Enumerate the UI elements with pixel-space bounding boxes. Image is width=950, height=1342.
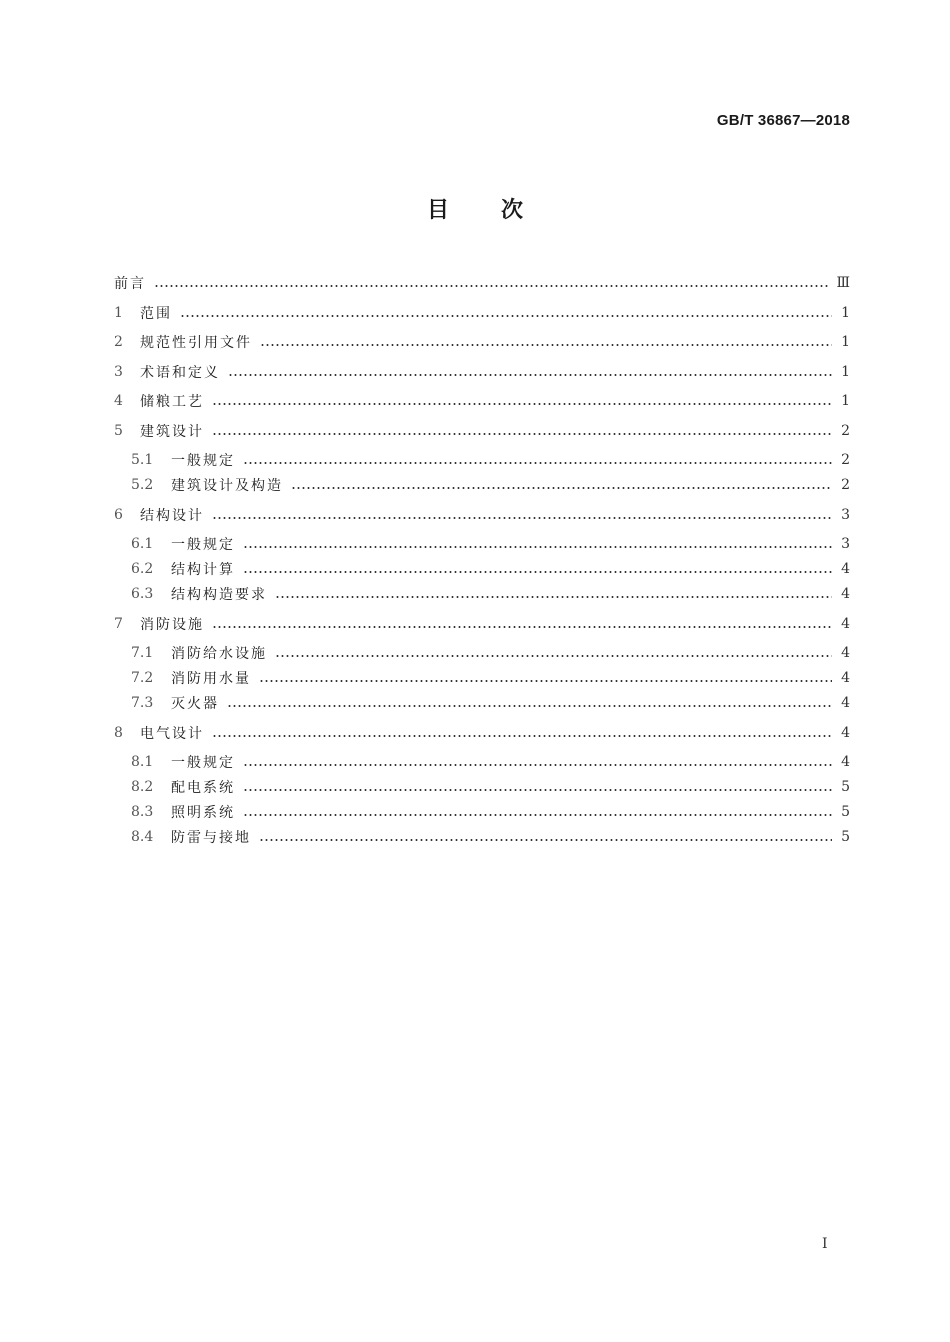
- toc-entry[interactable]: [114, 692, 850, 714]
- toc-entry[interactable]: [114, 533, 850, 555]
- footer-page-number: I: [822, 1236, 828, 1252]
- toc-entry[interactable]: [114, 272, 850, 294]
- toc-entry-label: 消防设施: [140, 616, 204, 633]
- standard-code: GB/T 36867—2018: [716, 112, 850, 129]
- toc-entry-page: 4: [841, 586, 850, 602]
- toc-entry-label: 结构设计: [140, 507, 204, 524]
- toc-entry-number: 7.3: [131, 695, 154, 711]
- toc-entry-number: 4: [114, 393, 123, 409]
- toc-entry[interactable]: [114, 420, 850, 442]
- toc-leader-dots: [260, 344, 832, 346]
- toc-entry-number: 8: [114, 724, 123, 741]
- toc-entry-label: 电气设计: [140, 725, 204, 742]
- toc-leader-dots: [180, 315, 832, 317]
- toc-entry-label: 一般规定: [171, 453, 235, 469]
- toc-leader-dots: [259, 839, 832, 841]
- toc-entry-number: 5: [114, 422, 123, 439]
- toc-entry-number: 8.1: [131, 754, 154, 770]
- toc-entry[interactable]: [114, 583, 850, 605]
- toc-entry-page: 4: [841, 754, 850, 770]
- toc-entry[interactable]: [114, 826, 850, 848]
- toc-leader-dots: [243, 814, 832, 816]
- toc-entry-page: 4: [841, 670, 850, 686]
- toc-entry-label: 配电系统: [171, 780, 235, 796]
- toc-entry-page: 5: [841, 829, 850, 845]
- toc-leader-dots: [243, 546, 832, 548]
- toc-entry-label: 消防用水量: [171, 671, 251, 687]
- toc-entry-page: 4: [841, 724, 850, 741]
- toc-leader-dots: [154, 285, 828, 287]
- toc-entry-label: 规范性引用文件: [140, 335, 252, 351]
- toc-entry-page: Ⅲ: [836, 275, 850, 291]
- toc-entry-label: 灭火器: [171, 696, 219, 712]
- toc-entry[interactable]: [114, 474, 850, 496]
- toc-entry[interactable]: [114, 667, 850, 689]
- toc-entry[interactable]: [114, 722, 850, 744]
- toc-entry-number: 7: [114, 615, 123, 632]
- toc-entry-number: 8.3: [131, 804, 154, 820]
- toc-leader-dots: [291, 487, 832, 489]
- toc-leader-dots: [228, 374, 832, 376]
- toc-leader-dots: [275, 596, 832, 598]
- toc-entry-label: 一般规定: [171, 537, 235, 553]
- toc-entry-number: 5.1: [131, 452, 154, 468]
- toc-entry[interactable]: [114, 558, 850, 580]
- toc-leader-dots: [212, 626, 832, 628]
- toc-entry-number: 6: [114, 506, 123, 523]
- toc-entry-label: 一般规定: [171, 755, 235, 771]
- toc-leader-dots: [243, 571, 832, 573]
- toc-entry-number: 7.1: [131, 645, 154, 661]
- toc-entry-number: 6.2: [131, 561, 154, 577]
- toc-entry-label: 术语和定义: [140, 364, 220, 381]
- toc-entry-page: 2: [841, 477, 850, 493]
- toc-leader-dots: [212, 403, 832, 405]
- toc-leader-dots: [259, 680, 832, 682]
- toc-entry-page: 1: [841, 393, 850, 409]
- toc-entry[interactable]: [114, 361, 850, 383]
- toc-entry[interactable]: [114, 390, 850, 412]
- toc-leader-dots: [212, 433, 832, 435]
- toc-entry-number: 1: [114, 304, 123, 321]
- toc-entry-label: 储粮工艺: [140, 394, 204, 410]
- toc-entry[interactable]: [114, 504, 850, 526]
- toc-entry-label: 结构计算: [171, 562, 235, 578]
- toc-entry-number: 8.2: [131, 779, 154, 795]
- toc-leader-dots: [212, 517, 832, 519]
- page-title: 目次: [426, 198, 575, 223]
- toc-entry-label: 防雷与接地: [171, 830, 251, 846]
- toc-entry[interactable]: [114, 302, 850, 324]
- toc-entry[interactable]: [114, 449, 850, 471]
- toc-entry-number: 3: [114, 363, 123, 380]
- toc-leader-dots: [243, 462, 832, 464]
- toc-entry-page: 1: [841, 363, 850, 380]
- toc-entry-label: 结构构造要求: [171, 587, 267, 603]
- toc-entry-label: 照明系统: [171, 805, 235, 821]
- toc-entry[interactable]: [114, 331, 850, 353]
- toc-leader-dots: [212, 735, 832, 737]
- toc-entry[interactable]: [114, 642, 850, 664]
- toc-entry-label: 建筑设计及构造: [171, 478, 283, 494]
- toc-entry-number: 5.2: [131, 477, 154, 493]
- toc-entry[interactable]: [114, 751, 850, 773]
- toc-entry[interactable]: [114, 801, 850, 823]
- toc-entry-label: 前言: [114, 276, 146, 292]
- toc-entry-number: 7.2: [131, 670, 154, 686]
- toc-entry-page: 4: [841, 645, 850, 661]
- toc-entry-page: 1: [841, 304, 850, 321]
- toc-entry[interactable]: [114, 776, 850, 798]
- toc-entry-number: 2: [114, 334, 123, 350]
- toc-entry-page: 4: [841, 615, 850, 632]
- toc-leader-dots: [243, 789, 832, 791]
- toc-leader-dots: [243, 764, 832, 766]
- toc-entry-page: 1: [841, 334, 850, 350]
- toc-entry-number: 6.3: [131, 586, 154, 602]
- toc-entry-page: 5: [841, 804, 850, 820]
- toc-leader-dots: [227, 705, 832, 707]
- toc-entry-page: 3: [841, 506, 850, 523]
- toc-leader-dots: [275, 655, 832, 657]
- toc-entry-label: 消防给水设施: [171, 646, 267, 662]
- toc-entry-page: 4: [841, 561, 850, 577]
- toc-entry-page: 5: [841, 779, 850, 795]
- toc-entry-page: 2: [841, 422, 850, 439]
- toc-entry-page: 4: [841, 695, 850, 711]
- toc-entry[interactable]: [114, 613, 850, 635]
- toc-entry-page: 2: [841, 452, 850, 468]
- toc-entry-label: 建筑设计: [140, 423, 204, 440]
- toc-entry-page: 3: [841, 536, 850, 552]
- toc-entry-label: 范围: [140, 305, 172, 322]
- toc-entry-number: 6.1: [131, 536, 154, 552]
- toc-entry-number: 8.4: [131, 829, 154, 845]
